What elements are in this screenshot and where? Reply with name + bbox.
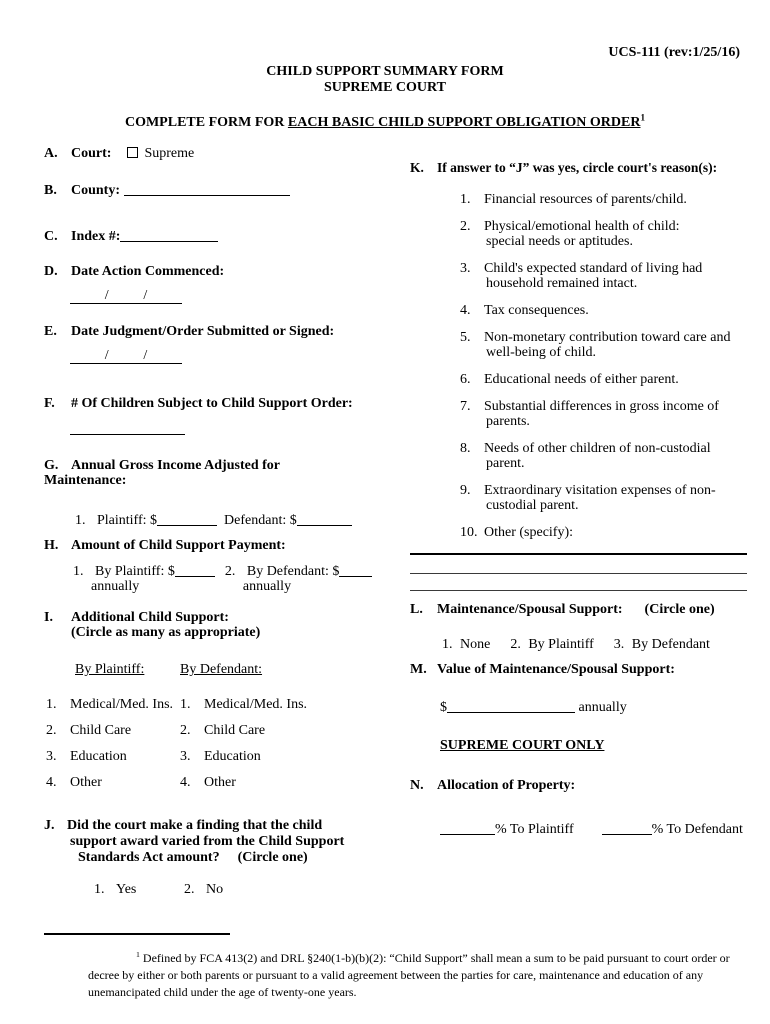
index-number-blank[interactable] [120, 228, 218, 242]
i-left-item: Other [70, 775, 102, 790]
i-left-item: Child Care [70, 723, 132, 738]
h-plaintiff-item [73, 563, 215, 594]
g-item-number: 1. [75, 513, 86, 528]
g-defendant-amount-blank[interactable] [297, 512, 352, 526]
m-amount-blank[interactable] [447, 699, 575, 713]
h-plaintiff-label: By Plaintiff: $ [95, 564, 175, 579]
form-number: UCS-111 (rev:1/25/16) [608, 45, 740, 60]
section-e-label: E. [44, 324, 57, 339]
section-g-title: Annual Gross Income Adjusted for Maintenance: [44, 458, 280, 488]
i-right-item: Other [204, 775, 236, 790]
h-defendant-annually: annually [242, 579, 292, 594]
instruction-underlined: EACH BASIC CHILD SUPPORT OBLIGATION ORDER [287, 115, 641, 130]
section-e [44, 324, 396, 364]
section-n-title: Allocation of Property: [437, 778, 576, 793]
g-plaintiff-label: Plaintiff: $ [97, 513, 158, 528]
section-a-label: A. [44, 146, 58, 161]
section-d-title: Date Action Commenced: [71, 264, 225, 279]
k-reason-text: Physical/emotional health of child: [484, 219, 680, 234]
section-c-label: C. [44, 229, 58, 244]
k-reason-text-line2: well-being of child. [486, 345, 597, 360]
section-n [410, 778, 755, 837]
section-l-circle-one: (Circle one) [644, 602, 715, 617]
i-column-headers [44, 662, 396, 677]
section-i-title: Additional Child Support: [71, 610, 229, 625]
instruction-prefix: COMPLETE FORM FOR [124, 115, 288, 130]
j-option-yes-number: 1. [94, 882, 105, 897]
supreme-checkbox[interactable] [127, 147, 138, 158]
section-h [44, 538, 396, 594]
section-a [44, 146, 396, 161]
k-reason-1 [410, 192, 755, 207]
i-left-number: 3. [46, 749, 57, 764]
section-m-title: Value of Maintenance/Spousal Support: [437, 662, 675, 677]
section-j [44, 818, 396, 897]
section-m [410, 662, 755, 715]
section-e-title: Date Judgment/Order Submitted or Signed: [71, 324, 335, 339]
section-j-circle-one: (Circle one) [237, 850, 308, 865]
date-slash: / [104, 348, 109, 363]
date-action-commenced-blank[interactable] [70, 288, 182, 304]
k-reason-text: Tax consequences. [484, 303, 589, 318]
section-c-title: Index #: [71, 229, 121, 244]
section-b-label: B. [44, 183, 57, 198]
h-plaintiff-amount-blank[interactable] [175, 563, 215, 577]
i-right-number: 2. [180, 723, 191, 738]
k-reason-number: 1. [460, 192, 471, 207]
i-right-item: Medical/Med. Ins. [204, 697, 308, 712]
l-options [410, 637, 755, 652]
section-c [44, 228, 396, 244]
k-reason-text-line2: parent. [486, 456, 525, 471]
k-reason-7 [410, 399, 755, 429]
section-b-title: County: [71, 183, 121, 198]
section-d [44, 264, 396, 304]
j-option-yes: Yes [116, 882, 137, 897]
k-reason-text-line2: household remained intact. [486, 276, 638, 291]
i-left-number: 2. [46, 723, 57, 738]
k-reason-3 [410, 261, 755, 291]
k-other-write-in-lines [410, 546, 747, 591]
k-reason-text-line2: custodial parent. [486, 498, 579, 513]
k-other-line-3[interactable] [410, 590, 747, 591]
section-l-label: L. [410, 602, 423, 617]
g-defendant-label: Defendant: $ [224, 513, 297, 528]
k-reason-number: 9. [460, 483, 471, 498]
k-reason-number: 2. [460, 219, 471, 234]
i-left-number: 4. [46, 775, 57, 790]
k-reason-number: 8. [460, 441, 471, 456]
k-other-line-1[interactable] [410, 553, 747, 555]
k-reason-text: Child's expected standard of living had [484, 261, 703, 276]
footnote-ref: 1 [136, 950, 140, 959]
section-k-title: If answer to “J” was yes, circle court's reason(s): [437, 160, 718, 175]
section-i-subtitle: (Circle as many as appropriate) [71, 625, 261, 640]
section-h-label: H. [44, 538, 59, 553]
l-option-none-number: 1. [442, 637, 453, 652]
h-plaintiff-annually: annually [91, 579, 140, 594]
section-g-label: G. [44, 458, 59, 473]
date-slash: / [143, 288, 148, 303]
n-defendant-percent-blank[interactable] [602, 821, 652, 835]
section-j-line2: support award varied from the Child Support [70, 834, 345, 849]
instruction-footnote-ref: 1 [640, 112, 646, 123]
section-f-label: F. [44, 396, 55, 411]
h-defendant-label: By Defendant: $ [246, 564, 340, 579]
k-reason-text: Financial resources of parents/child. [484, 192, 687, 207]
i-right-number: 1. [180, 697, 191, 712]
k-reason-4 [410, 303, 755, 318]
h-defendant-item [225, 563, 373, 594]
i-left-item: Education [70, 749, 127, 764]
left-column [44, 0, 396, 1024]
l-option-by-defendant: By Defendant [631, 637, 710, 652]
n-to-defendant-label: % To Defendant [651, 822, 743, 837]
k-reason-5 [410, 330, 755, 360]
k-reason-9 [410, 483, 755, 513]
footnote-text: Defined by FCA 413(2) and DRL §240(1-b)(b)(2): “Child Support” shall mean a sum to be paid pursuant to court order or decree by either or both parents or pursuant to a valid agreement between the parties for care, maintenance and education of any unemancipated child under the age of twenty-one years. [88, 951, 730, 999]
j-option-no-number: 2. [184, 882, 195, 897]
section-f-title: # Of Children Subject to Child Support Order: [71, 396, 353, 411]
k-reason-6 [410, 372, 755, 387]
k-reason-text: Non-monetary contribution toward care and [484, 330, 731, 345]
section-b [44, 182, 396, 198]
form-title-line2: SUPREME COURT [323, 80, 446, 95]
h-item1-number: 1. [73, 564, 84, 579]
k-reason-text: Needs of other children of non-custodial [484, 441, 711, 456]
m-currency-symbol: $ [440, 700, 447, 715]
g-plaintiff-amount-blank[interactable] [157, 512, 217, 526]
section-l-title: Maintenance/Spousal Support: [437, 602, 623, 617]
k-reason-number: 5. [460, 330, 471, 345]
date-slash: / [104, 288, 109, 303]
section-i [44, 610, 396, 790]
footnote-separator [44, 933, 230, 935]
i-by-plaintiff-header: By Plaintiff: [75, 662, 145, 677]
date-judgment-blank[interactable] [70, 348, 182, 364]
section-h-title: Amount of Child Support Payment: [71, 538, 286, 553]
i-right-number: 4. [180, 775, 191, 790]
county-blank[interactable] [124, 182, 290, 196]
l-option-by-plaintiff: By Plaintiff [528, 637, 594, 652]
n-plaintiff-percent-blank[interactable] [440, 821, 495, 835]
l-option-none: None [460, 637, 491, 652]
k-reason-number: 3. [460, 261, 471, 276]
l-option-by-defendant-number: 3. [613, 637, 625, 652]
section-d-label: D. [44, 264, 58, 279]
children-count-blank[interactable] [70, 421, 185, 435]
right-column [410, 0, 755, 1024]
n-to-plaintiff-label: % To Plaintiff [495, 822, 574, 837]
section-k [410, 160, 755, 175]
section-j-label: J. [44, 818, 55, 833]
i-left-number: 1. [46, 697, 57, 712]
k-reason-text-line2: special needs or aptitudes. [486, 234, 633, 249]
k-reasons-list [410, 192, 755, 552]
section-j-line1: Did the court make a finding that the child [67, 818, 323, 833]
section-k-label: K. [410, 160, 424, 175]
k-reason-number: 10. [460, 525, 478, 540]
k-other-line-2[interactable] [410, 573, 747, 574]
supreme-court-only-heading: SUPREME COURT ONLY [440, 738, 605, 753]
h-defendant-amount-blank[interactable] [339, 563, 372, 577]
section-m-label: M. [410, 662, 427, 677]
section-i-label: I. [44, 610, 53, 625]
k-reason-number: 6. [460, 372, 471, 387]
i-items-grid [44, 697, 396, 790]
m-annually: annually [578, 700, 627, 715]
k-reason-text: Extraordinary visitation expenses of non- [484, 483, 716, 498]
j-option-no: No [206, 882, 224, 897]
form-title-line1: CHILD SUPPORT SUMMARY FORM [266, 64, 504, 79]
k-reason-number: 4. [460, 303, 471, 318]
k-reason-text: Substantial differences in gross income of [484, 399, 719, 414]
k-reason-text: Other (specify): [484, 525, 574, 540]
section-l [410, 602, 755, 652]
j-options [44, 882, 396, 897]
k-reason-text-line2: parents. [486, 414, 530, 429]
k-reason-2 [410, 219, 755, 249]
section-j-line3: Standards Act amount? [78, 850, 220, 865]
k-reason-number: 7. [460, 399, 471, 414]
k-reason-10 [410, 525, 755, 540]
l-option-by-plaintiff-number: 2. [510, 637, 521, 652]
i-left-item: Medical/Med. Ins. [70, 697, 174, 712]
i-by-defendant-header: By Defendant: [180, 662, 263, 677]
section-n-label: N. [410, 778, 424, 793]
section-f [44, 396, 396, 437]
date-slash: / [143, 348, 148, 363]
footnote [88, 950, 744, 1001]
k-reason-8 [410, 441, 755, 471]
i-right-item: Education [204, 749, 261, 764]
k-reason-text: Educational needs of either parent. [484, 372, 679, 387]
section-g [44, 458, 396, 528]
h-item2-number: 2. [224, 564, 236, 579]
section-a-option-supreme: Supreme [144, 146, 195, 161]
section-a-title: Court: [71, 146, 112, 161]
i-right-item: Child Care [204, 723, 266, 738]
i-right-number: 3. [180, 749, 191, 764]
